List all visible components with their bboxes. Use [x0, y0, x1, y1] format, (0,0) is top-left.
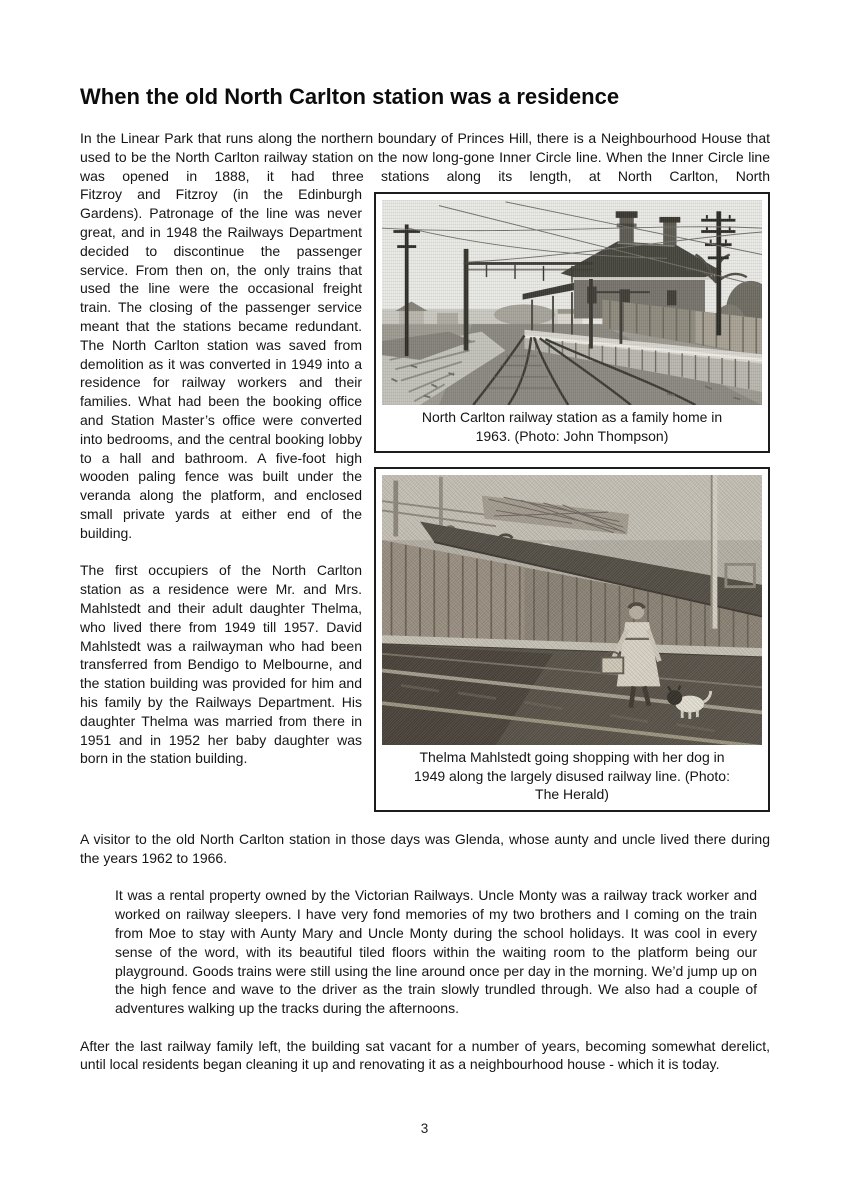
- body-paragraph-4: After the last railway family left, the building sat vacant for a number of years, becoming somewhat derelict, until local residents began cleaning it up and renovating it as a neighbourhood house - which it is today.: [80, 1037, 770, 1073]
- thelma-photo-illustration: [382, 475, 762, 745]
- body-paragraph-2: The first occupiers of the North Carlton station as a residence were Mr. and Mrs. Mahlstedt and their adult daughter Thelma, who lived there from 1949 till 1957. David Mahlstedt was a railwayman who had been transferred from Bendigo to Melbourne, and the station building was provided for him and his family by the Railways Department. His daughter Thelma was married from there in 1951 and in 1952 her baby daughter was born in the station building.: [80, 562, 362, 767]
- page-content: [80, 84, 770, 1074]
- page-title: When the old North Carlton station was a residence: [80, 84, 620, 109]
- figure-column: [374, 192, 770, 812]
- figure-thelma-1949: [374, 467, 770, 812]
- wrapped-text-region: [80, 185, 770, 812]
- station-photo-illustration: [382, 200, 762, 405]
- intro-paragraph: In the Linear Park that runs along the northern boundary of Princes Hill, there is a Neighbourhood House that used to be the North Carlton railway station on the now long-gone Inner Circle line. When the Inner Circle line was opened in 1888, it had three stations along its length, at North Carlton, North: [80, 130, 770, 184]
- page-number: 3: [420, 1121, 429, 1136]
- body-paragraph-3: A visitor to the old North Carlton station in those days was Glenda, whose aunty and uncle lived there during the years 1962 to 1966.: [80, 831, 770, 867]
- station-photo: [382, 200, 762, 405]
- thelma-photo: [382, 475, 762, 745]
- figure-caption-thelma: Thelma Mahlstedt going shopping with her dog in 1949 along the largely disused railway line. (Photo: The Herald): [414, 749, 730, 803]
- body-paragraph-1: Fitzroy and Fitzroy (in the Edinburgh Gardens). Patronage of the line was never great, and in 1948 the Railways Department decided to discontinue the passenger service. From then on, the only trains that used the line were the occasional freight train. The closing of the passenger service meant that the stations became redundant. The North Carlton station was saved from demolition as it was converted in 1949 into a residence for railway workers and their families. What had been the booking office and Station Master’s office were converted into bedrooms, and the central booking lobby to a hall and bathroom. A five-foot high wooden paling fence was built under the veranda along the platform, and enclosed small private yards at either end of the building.: [80, 186, 362, 541]
- figure-caption-station: North Carlton railway station as a family home in 1963. (Photo: John Thompson): [421, 409, 723, 444]
- figure-station-1963: [374, 192, 770, 453]
- quote-block: It was a rental property owned by the Victorian Railways. Uncle Monty was a railway track worker and worked on railway sleepers. I have very fond memories of my two brothers and I coming on the train from Moe to stay with Aunty Mary and Uncle Monty during the school holidays. It was cool in every sense of the word, with its beautiful tiled floors within the waiting room to the platform being our playground. Goods trains were still using the line around once per day in the morning. We’d jump up on the high fence and wave to the driver as the train slowly trundled through. We also had a couple of adventures walking up the tracks during the afternoons.: [115, 887, 757, 1017]
